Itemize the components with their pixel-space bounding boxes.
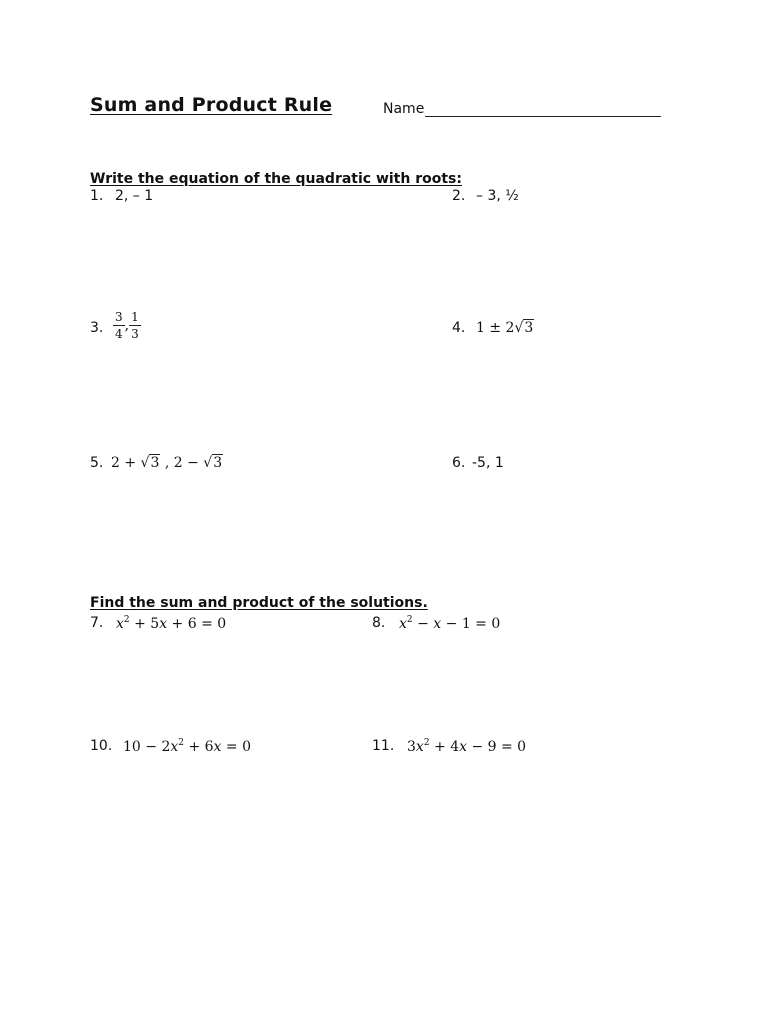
problem-10-equation — [123, 739, 251, 755]
variable-x: x — [159, 616, 168, 632]
roots-separator: , — [124, 317, 130, 334]
section1-heading: Write the equation of the quadratic with roots: — [90, 171, 462, 187]
fraction-numerator: 3 — [115, 310, 123, 324]
fraction-three-fourths — [113, 310, 125, 341]
square-root — [203, 455, 223, 471]
root-b-prefix: 2 − — [173, 455, 204, 471]
exponent: 2 — [123, 615, 130, 625]
problem-5-roots — [111, 455, 223, 471]
problem-11-equation — [407, 739, 526, 755]
fraction-numerator: 1 — [131, 310, 139, 324]
equation-term: 3 — [407, 739, 416, 755]
problem-7-equation — [116, 616, 226, 632]
equation-term: − 1 = 0 — [441, 616, 501, 632]
problem-4-number: 4. — [452, 320, 466, 336]
problem-2-roots: – 3, ½ — [476, 188, 519, 204]
problem-3-roots — [113, 310, 141, 341]
equation-term: 10 − 2 — [123, 739, 171, 755]
name-field-line[interactable] — [425, 116, 661, 117]
problem-8-number: 8. — [372, 615, 386, 631]
variable-x: x — [116, 616, 124, 632]
section2-heading: Find the sum and product of the solutions. — [90, 595, 428, 611]
equation-term: = 0 — [221, 739, 251, 755]
problem-1-roots: 2, – 1 — [115, 188, 154, 204]
problem-8-equation — [399, 616, 500, 632]
variable-x: x — [399, 616, 407, 632]
roots-separator: , — [160, 455, 174, 471]
problem-6-roots: -5, 1 — [472, 455, 504, 471]
fraction-one-third — [129, 310, 141, 341]
radical-sign-icon: √ — [514, 320, 524, 336]
exponent: 2 — [178, 738, 184, 748]
variable-x: x — [213, 739, 222, 755]
name-label: Name — [383, 101, 425, 117]
square-root — [141, 455, 161, 471]
fraction-denominator: 3 — [131, 327, 139, 341]
page-title: Sum and Product Rule — [90, 94, 333, 116]
equation-term: + 5 — [129, 616, 160, 632]
variable-x: x — [433, 616, 442, 632]
problem-5-number: 5. — [90, 455, 104, 471]
variable-x: x — [459, 739, 468, 755]
problem-1-number: 1. — [90, 188, 104, 204]
problem-2-number: 2. — [452, 188, 466, 204]
exponent: 2 — [406, 615, 413, 625]
radicand: 3 — [213, 455, 223, 471]
fraction-denominator: 4 — [115, 327, 123, 341]
radical-sign-icon: √ — [140, 455, 150, 471]
problem-4-roots — [476, 320, 534, 336]
radical-sign-icon: √ — [203, 455, 213, 471]
variable-x: x — [170, 739, 179, 755]
problem-11-number: 11. — [372, 738, 395, 754]
equation-term: + 4 — [429, 739, 460, 755]
radicand: 3 — [150, 455, 160, 471]
problem-6-number: 6. — [452, 455, 466, 471]
equation-term: − — [412, 616, 434, 632]
equation-term: + 6 = 0 — [167, 616, 227, 632]
equation-term: − 9 = 0 — [467, 739, 527, 755]
radicand: 3 — [524, 320, 534, 336]
equation-term: + 6 — [184, 739, 214, 755]
root-a-prefix: 2 + — [111, 455, 141, 471]
exponent: 2 — [423, 738, 430, 748]
problem-10-number: 10. — [90, 738, 113, 754]
problem-3-number: 3. — [90, 320, 104, 336]
variable-x: x — [415, 739, 424, 755]
expression-prefix: 1 ± 2 — [476, 320, 515, 336]
problem-7-number: 7. — [90, 615, 104, 631]
square-root — [514, 320, 534, 336]
